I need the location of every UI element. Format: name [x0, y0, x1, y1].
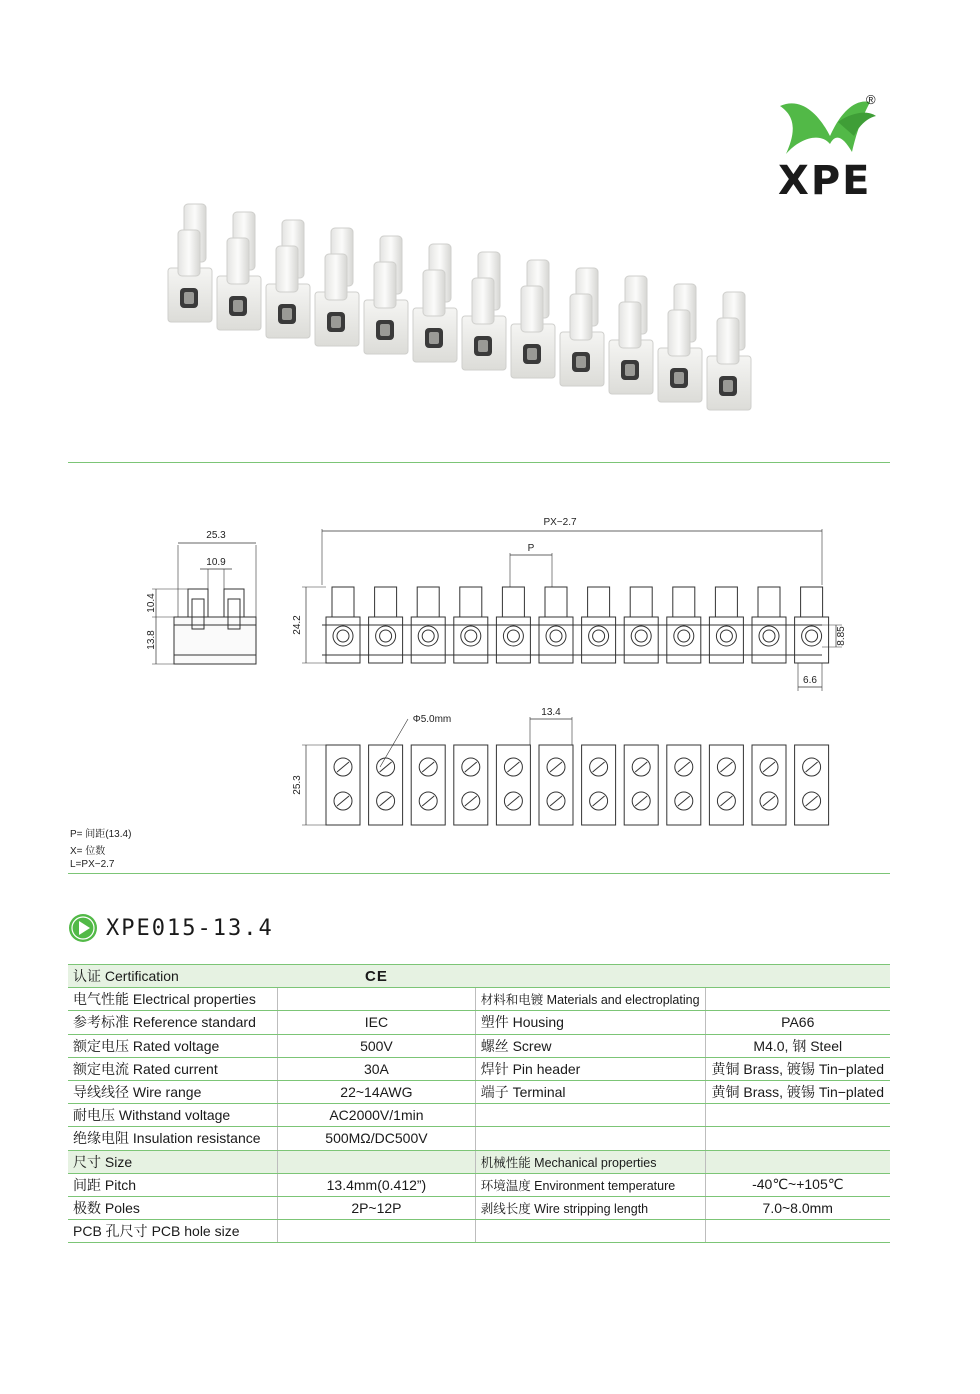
table-row [68, 1011, 890, 1034]
table-row [68, 988, 890, 1011]
spec-cell-c1: 极数 Poles [68, 1196, 278, 1219]
spec-cell-c4: 7.0~8.0mm [705, 1196, 890, 1219]
spec-cell-c3: 机械性能 Mechanical properties [475, 1150, 705, 1173]
dim-screw-height: 8.85 [836, 626, 847, 646]
spec-table [68, 964, 890, 1243]
spec-cell-c4: PA66 [705, 1011, 890, 1034]
top-unit [752, 745, 786, 825]
terminal-unit [658, 284, 702, 402]
dim-pitch-label: P [527, 543, 535, 554]
spec-cell-c4: -40℃~+105℃ [705, 1173, 890, 1196]
spec-cell-c2 [278, 988, 476, 1011]
dim-pitch: 13.4 [541, 707, 561, 718]
spec-cell-c3: 环境温度 Environment temperature [475, 1173, 705, 1196]
registered-mark: ® [866, 92, 876, 107]
spec-cell-c2: 22~14AWG [278, 1080, 476, 1103]
terminal-unit [217, 212, 261, 330]
top-unit [667, 745, 701, 825]
spec-cell-c3 [475, 1220, 705, 1243]
top-unit [624, 745, 658, 825]
spec-cell-c3: 端子 Terminal [475, 1080, 705, 1103]
spec-cell-c2: AC2000V/1min [278, 1104, 476, 1127]
spec-cell-c3: 塑件 Housing [475, 1011, 705, 1034]
spec-cell-c4 [705, 1150, 890, 1173]
dim-depth: 25.3 [292, 775, 303, 795]
dim-length: PX−2.7 [543, 517, 577, 528]
spec-cell-c3: 材料和电镀 Materials and electroplating [475, 988, 705, 1011]
spec-cell-c1: 间距 Pitch [68, 1173, 278, 1196]
table-row [68, 965, 890, 988]
dim-end-width: 6.6 [803, 675, 817, 686]
terminal-unit [364, 236, 408, 354]
spec-cell-c3: 焊针 Pin header [475, 1057, 705, 1080]
spec-cell-c4 [705, 1220, 890, 1243]
table-row [68, 1057, 890, 1080]
spec-cell-c3 [475, 1127, 705, 1150]
top-unit [709, 745, 743, 825]
top-unit [539, 745, 573, 825]
dim-hole: Φ5.0mm [412, 714, 452, 725]
dim-side-bottom: 13.8 [146, 630, 157, 650]
side-view [152, 543, 256, 664]
spec-cell-c4: 黄铜 Brass, 镀锡 Tin−plated [705, 1080, 890, 1103]
table-row [68, 1034, 890, 1057]
model-title: XPE015-13.4 [106, 915, 274, 941]
ce-mark: CE [365, 967, 388, 985]
product-photo [160, 190, 760, 420]
model-title-row [68, 912, 274, 944]
spec-cell-c3: 剥线长度 Wire stripping length [475, 1196, 705, 1219]
dim-height: 24.2 [292, 615, 303, 635]
spec-cell-c1: 尺寸 Size [68, 1150, 278, 1173]
spec-cell-c2: IEC [278, 1011, 476, 1034]
brand-name: XPE [778, 158, 872, 204]
spec-cell-c2 [278, 1150, 476, 1173]
terminal-unit [511, 260, 555, 378]
table-row [68, 1220, 890, 1243]
spec-cell-c4: M4.0, 钢 Steel [705, 1034, 890, 1057]
spec-cell-c1: 电气性能 Electrical properties [68, 988, 278, 1011]
spec-cell-c3: 螺丝 Screw [475, 1034, 705, 1057]
spec-cell-c4 [705, 1127, 890, 1150]
spec-cell-c4 [705, 988, 890, 1011]
table-row [68, 1150, 890, 1173]
spec-cell-c2 [278, 1220, 476, 1243]
spec-cell-c1: 耐电压 Withstand voltage [68, 1104, 278, 1127]
spec-cell-c1: 参考标准 Reference standard [68, 1011, 278, 1034]
spec-cell-c3 [475, 1104, 705, 1127]
table-row [68, 1104, 890, 1127]
table-row [68, 1196, 890, 1219]
dim-side-top: 10.4 [146, 593, 157, 613]
top-unit [454, 745, 488, 825]
legend-length: L=PX−2.7 [70, 859, 115, 870]
top-unit [326, 745, 360, 825]
dim-side-width: 25.3 [206, 530, 226, 541]
divider-top [68, 462, 890, 463]
table-row [68, 1173, 890, 1196]
technical-drawings [130, 505, 870, 840]
spec-cell-c4: 黄铜 Brass, 镀锡 Tin−plated [705, 1057, 890, 1080]
dim-side-gap: 10.9 [206, 557, 226, 568]
divider-middle [68, 873, 890, 874]
top-unit [411, 745, 445, 825]
terminal-unit [266, 220, 310, 338]
spec-cell-c2: 500MΩ/DC500V [278, 1127, 476, 1150]
terminal-unit [315, 228, 359, 346]
table-row [68, 1127, 890, 1150]
spec-cell-c1: 绝缘电阻 Insulation resistance [68, 1127, 278, 1150]
spec-cell-c4 [705, 1104, 890, 1127]
terminal-unit [560, 268, 604, 386]
top-view [326, 745, 829, 825]
terminal-unit [707, 292, 751, 410]
spec-cell-c2: 500V [278, 1034, 476, 1057]
legend-pitch: P= 间距(13.4) [70, 829, 132, 840]
terminal-unit [413, 244, 457, 362]
spec-cell-c2: 30A [278, 1057, 476, 1080]
spec-cell-c1: 导线线径 Wire range [68, 1080, 278, 1103]
table-row [68, 1080, 890, 1103]
play-circle-icon [68, 913, 98, 943]
spec-cell-c1: 额定电流 Rated current [68, 1057, 278, 1080]
terminal-unit [609, 276, 653, 394]
top-unit [582, 745, 616, 825]
terminal-unit [462, 252, 506, 370]
spec-cell-c1: 额定电压 Rated voltage [68, 1034, 278, 1057]
cert-label: 认证 Certification [68, 965, 278, 988]
legend-poles: X= 位数 [70, 846, 106, 857]
terminal-unit [168, 204, 212, 322]
top-unit [795, 745, 829, 825]
spec-cell-c1: PCB 孔尺寸 PCB hole size [68, 1220, 278, 1243]
front-view [322, 587, 829, 663]
top-unit [496, 745, 530, 825]
spec-cell-c2: 2P~12P [278, 1196, 476, 1219]
spec-cell-c2: 13.4mm(0.412”) [278, 1173, 476, 1196]
